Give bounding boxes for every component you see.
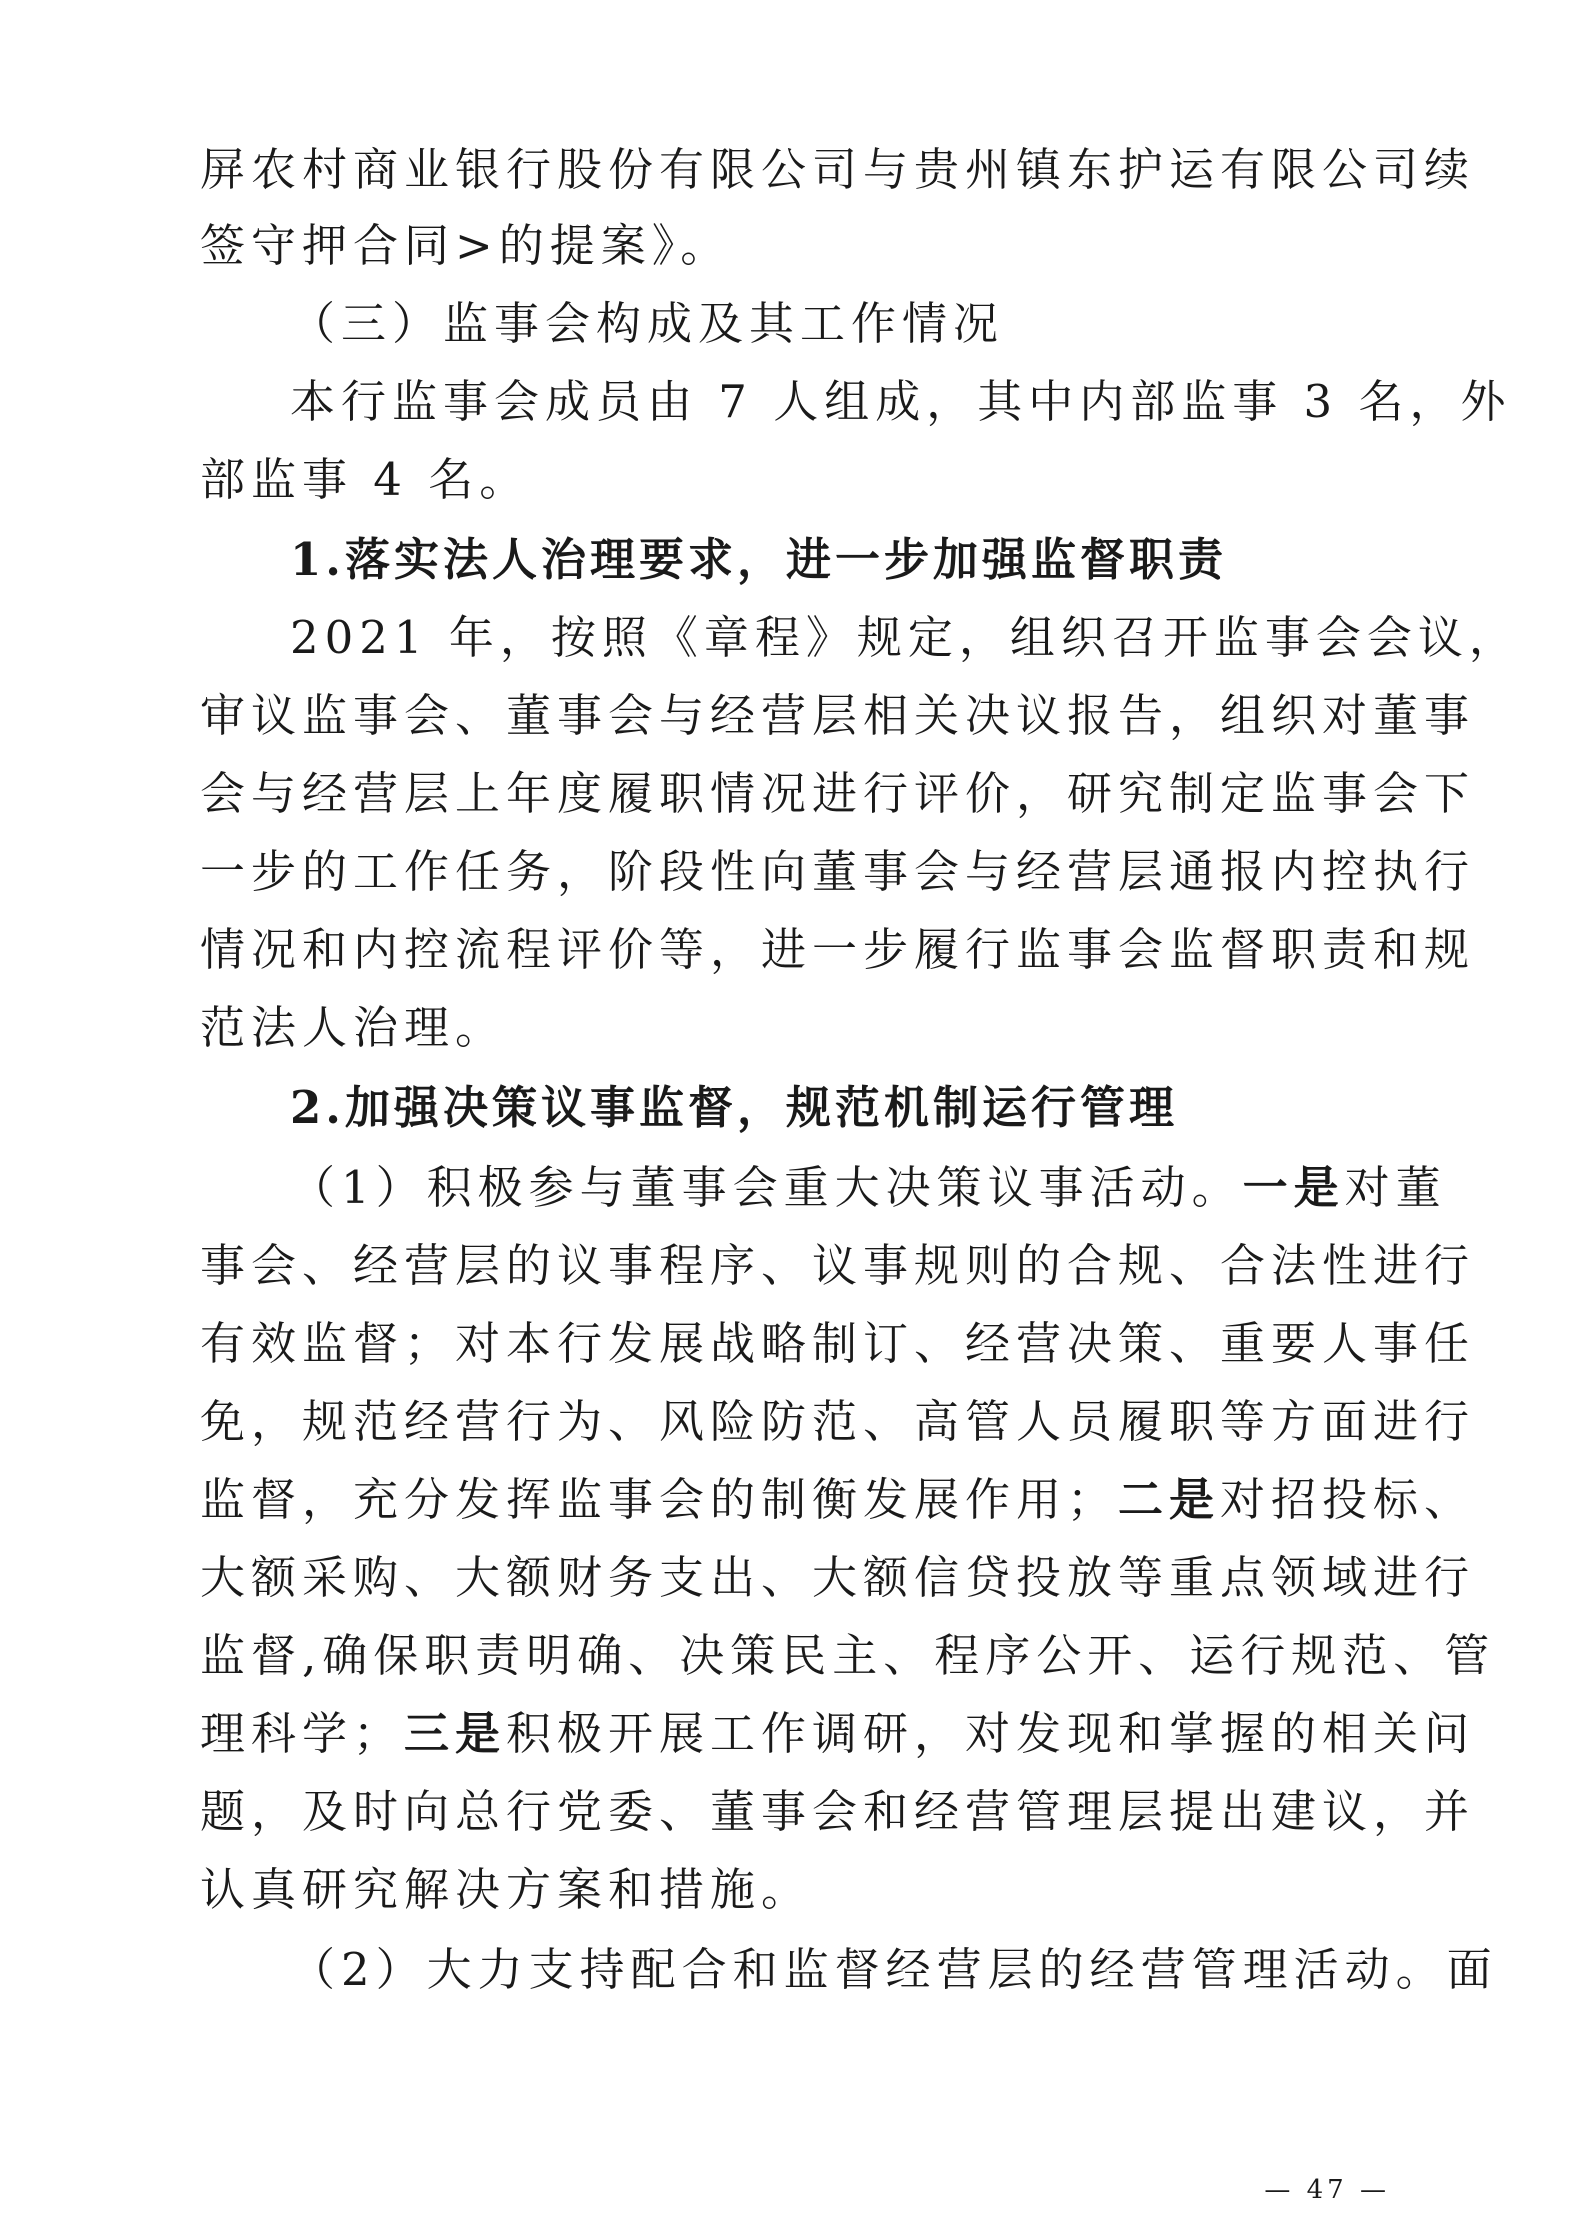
subsection-heading: 1.落实法人治理要求，进一步加强监督职责 bbox=[290, 533, 1227, 586]
text-line: 情况和内控流程评价等，进一步履行监事会监督职责和规 bbox=[200, 923, 1476, 976]
section-heading: （三）监事会构成及其工作情况 bbox=[290, 297, 1005, 350]
text-line: 范法人治理。 bbox=[200, 1001, 507, 1054]
text-segment: 监督，充分发挥监事会的制衡发展作用； bbox=[200, 1473, 1119, 1526]
subsection-heading: 2.加强决策议事监督，规范机制运行管理 bbox=[290, 1081, 1178, 1134]
text-line: 签守押合同>的提案》。 bbox=[200, 219, 732, 272]
text-line: 审议监事会、董事会与经营层相关决议报告，组织对董事 bbox=[200, 689, 1476, 742]
text-segment: 理科学； bbox=[200, 1707, 405, 1760]
text-segment: 对招投标、 bbox=[1220, 1473, 1476, 1526]
text-line: 监督,确保职责明确、决策民主、程序公开、运行规范、管 bbox=[200, 1629, 1496, 1682]
text-line: （2）大力支持配合和监督经营层的经营管理活动。面 bbox=[290, 1943, 1498, 1996]
text-line bbox=[290, 1150, 1447, 1226]
text-line: 大额采购、大额财务支出、大额信贷投放等重点领域进行 bbox=[200, 1551, 1476, 1604]
text-line: 部监事 4 名。 bbox=[200, 453, 531, 506]
text-line bbox=[200, 1696, 1476, 1772]
text-line: 屏农村商业银行股份有限公司与贵州镇东护运有限公司续 bbox=[200, 143, 1476, 196]
text-line: 一步的工作任务，阶段性向董事会与经营层通报内控执行 bbox=[200, 845, 1476, 898]
text-line: 免，规范经营行为、风险防范、高管人员履职等方面进行 bbox=[200, 1395, 1476, 1448]
text-line: 认真研究解决方案和措施。 bbox=[200, 1863, 813, 1916]
text-segment: 积极开展工作调研，对发现和掌握的相关问 bbox=[506, 1707, 1476, 1760]
text-line bbox=[200, 1462, 1476, 1538]
text-segment: （1）积极参与董事会重大决策议事活动。 bbox=[290, 1161, 1243, 1214]
text-line: 会与经营层上年度履职情况进行评价，研究制定监事会下 bbox=[200, 767, 1476, 820]
text-line: 题，及时向总行党委、董事会和经营管理层提出建议，并 bbox=[200, 1785, 1476, 1838]
text-segment: 对董 bbox=[1344, 1161, 1447, 1214]
text-line: 本行监事会成员由 7 人组成，其中内部监事 3 名，外 bbox=[290, 375, 1512, 428]
text-line: 事会、经营层的议事程序、议事规则的合规、合法性进行 bbox=[200, 1239, 1476, 1292]
emphasis-text: 二是 bbox=[1118, 1473, 1221, 1526]
text-line: 2021 年，按照《章程》规定，组织召开监事会会议， bbox=[290, 611, 1520, 664]
emphasis-text: 一是 bbox=[1242, 1161, 1345, 1214]
text-line: 有效监督；对本行发展战略制订、经营决策、重要人事任 bbox=[200, 1317, 1476, 1370]
page-number: — 47 — bbox=[1264, 2175, 1390, 2205]
emphasis-text: 三是 bbox=[404, 1707, 507, 1760]
